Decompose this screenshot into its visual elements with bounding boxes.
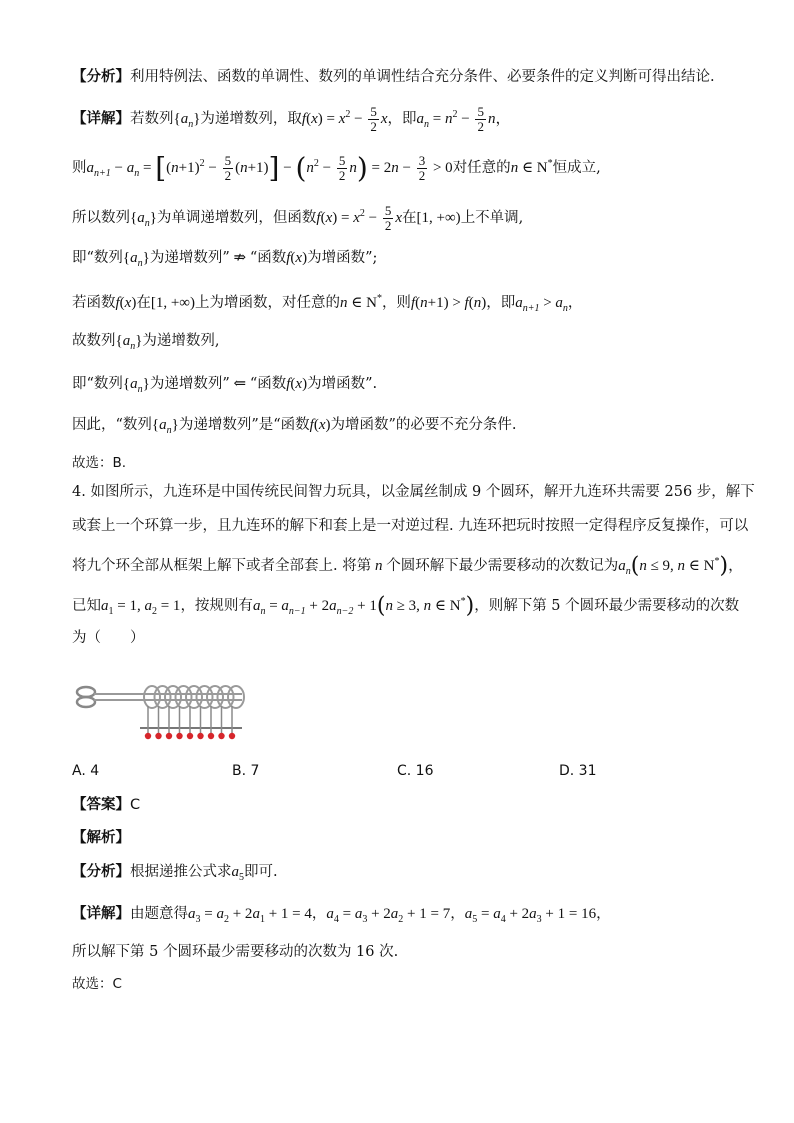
answer-value: C — [130, 797, 141, 813]
answer-tag: 【答案】 — [72, 796, 130, 813]
math: $a_n = a_{n-1} + 2a_{n-2} + 1(n \ge 3$, n ∈ N*) — [252, 593, 475, 619]
text: 若数列 — [130, 111, 174, 127]
choice-c[interactable]: C. 16 — [397, 763, 434, 779]
text: 恒成立, — [552, 160, 601, 176]
text: ， — [450, 906, 465, 922]
math: n — [371, 558, 387, 574]
q4-analysis-line — [72, 861, 732, 889]
math: x — [380, 111, 388, 127]
math: $a_5$ — [231, 864, 244, 883]
math: $\{a_n\}$ — [122, 376, 150, 395]
math: f(x) — [286, 250, 308, 266]
text: 将九个环全部从框架上解下或者全部套上. 将第 — [72, 558, 372, 574]
detail-line-8 — [72, 414, 732, 442]
analysis-text: 利用特例法、函数的单调性、数列的单调性结合充分条件、必要条件的定义判断可得出结论. — [130, 69, 715, 85]
text: 则 — [72, 160, 87, 176]
choice-b[interactable]: B. 7 — [232, 763, 260, 779]
text: 根据递推公式求 — [130, 864, 232, 880]
red-bead — [197, 733, 203, 739]
math: $a_n(n \le 9$, n ∈ N*)， — [618, 553, 744, 579]
fraction: $\frac{5}{2}$ — [338, 152, 346, 183]
q4-line-2: 或套上一个环算一步，且九连环的解下和套上是一对逆过程. 九连环把玩时按照一定得程序反复操作，可以 — [72, 518, 749, 534]
math: n ∈ N* — [340, 293, 382, 311]
math: $f(x) = x^2$ − — [301, 109, 367, 127]
math: n — [487, 111, 496, 127]
text: 即“数列 — [72, 376, 123, 392]
ring — [228, 686, 244, 708]
text: 为递增数列” — [149, 376, 230, 392]
text: “函数 — [249, 376, 287, 392]
q4-line-1: 4. 如图所示，九连环是中国传统民间智力玩具，以金属丝制成 9 个圆环，解开九连环共需要 256 步，解下 — [72, 484, 755, 500]
text: 为增函数”; — [307, 250, 378, 266]
text: ， — [311, 906, 327, 922]
q4-detail-line — [72, 903, 732, 931]
detail-line-2 — [72, 153, 732, 185]
math: $a_1 = 1$, $a_2 = 1$ — [101, 598, 181, 617]
math: > 0 — [429, 160, 453, 176]
not-implies-symbol: ⇏ — [229, 250, 250, 266]
text: ，即 — [486, 295, 516, 311]
text: 为递增数列” — [149, 250, 230, 266]
text: 即可. — [244, 864, 278, 880]
text: 为单调递增数列，但函数 — [156, 210, 317, 226]
math: $f(x) = x^2$ − — [316, 208, 381, 226]
text: 在 — [136, 295, 151, 311]
math: n ∈ N* — [510, 158, 553, 176]
text: 上为增函数，对任意的 — [195, 295, 340, 311]
text: ， — [596, 906, 611, 922]
choice-a[interactable]: A. 4 — [72, 763, 100, 779]
handle-loop-bottom — [77, 697, 95, 707]
text: ， — [567, 295, 583, 311]
text: 上不单调, — [460, 210, 524, 226]
fraction: $\frac{5}{2}$ — [370, 103, 377, 134]
math: $\{a_n\}$ — [151, 417, 179, 436]
math: $a_4 = a_3 + 2a_2 + 1 = 7$ — [326, 906, 451, 925]
detail-line-3 — [72, 203, 732, 235]
math: n) = 2n − — [349, 151, 415, 185]
text: ，即 — [387, 111, 417, 127]
text: 为递增数列”是“函数 — [178, 417, 310, 433]
text: 个圆环解下最少需要移动的次数记为 — [386, 558, 619, 574]
text: 为增函数”的必要不充分条件. — [330, 417, 517, 433]
fraction: $\frac{5}{2}$ — [224, 152, 232, 183]
text: 若函数 — [72, 295, 116, 311]
red-bead — [187, 733, 193, 739]
math: $\{a_n\}$ — [130, 210, 157, 229]
text: ，则 — [381, 295, 411, 311]
q4-line-5: 为（ ） — [72, 630, 145, 646]
text: 在 — [402, 210, 417, 226]
math: $\{a_n\}$ — [122, 250, 150, 269]
red-bead — [145, 733, 151, 739]
fraction: $\frac{5}{2}$ — [384, 202, 392, 233]
math: [1, +∞) — [150, 295, 195, 311]
analysis-line — [72, 66, 732, 88]
q4-final-answer: 故选：C — [72, 976, 122, 992]
text: 因此，“数列 — [72, 417, 152, 433]
implied-by-symbol: ⇐ — [229, 376, 250, 392]
text: 对任意的 — [452, 160, 511, 176]
math: ， — [495, 111, 511, 127]
q4-analysis-tag: 【分析】 — [72, 863, 130, 880]
explanation-tag-line — [72, 827, 732, 849]
q4-detail-tag: 【详解】 — [72, 905, 130, 922]
math: $a_5 = a_4 + 2a_3 + 1 = 16$ — [464, 906, 597, 925]
red-bead — [218, 733, 224, 739]
red-bead — [166, 733, 172, 739]
previous-answer: 故选：B. — [72, 455, 127, 471]
detail-tag: 【详解】 — [72, 110, 130, 127]
q4-conclusion: 所以解下第 5 个圆环最少需要移动的次数为 16 次. — [72, 944, 399, 960]
text: 即“数列 — [72, 250, 123, 266]
text: ，按规则有 — [180, 598, 253, 614]
math: $\{a_n\}$ — [115, 333, 143, 352]
math: [1, +∞) — [416, 210, 461, 226]
red-bead — [208, 733, 214, 739]
text: 故数列 — [72, 333, 116, 349]
text: 所以数列 — [72, 210, 130, 226]
math: $a_3 = a_2 + 2a_1 + 1 = 4$ — [188, 906, 312, 925]
math: $a_n = n^2$ − — [416, 109, 474, 130]
detail-line-1 — [72, 104, 732, 136]
analysis-tag: 【分析】 — [72, 68, 130, 85]
q4-line-4 — [72, 591, 740, 623]
red-bead — [155, 733, 161, 739]
detail-line-6 — [72, 330, 732, 358]
text: 为增函数”. — [307, 376, 378, 392]
math: $a_{n+1} - a_n = [(n+1)^2$ − — [86, 151, 221, 185]
fraction: $\frac{5}{2}$ — [477, 103, 484, 134]
math: f(x) — [115, 295, 137, 311]
text: 为递增数列，取 — [200, 111, 302, 127]
detail-line-5 — [72, 288, 732, 320]
text: ，则解下第 5 个圆环最少需要移动的次数 — [474, 598, 740, 614]
text: “函数 — [249, 250, 287, 266]
math: f(x) — [286, 376, 308, 392]
nine-linked-rings-figure — [72, 676, 252, 746]
handle-loop-top — [77, 687, 95, 697]
math: f(x) — [309, 417, 331, 433]
math: $\{a_n\}$ — [173, 111, 201, 130]
text: 已知 — [72, 598, 101, 614]
red-bead — [176, 733, 182, 739]
fraction: $\frac{3}{2}$ — [418, 152, 426, 183]
text: 为递增数列, — [142, 333, 220, 349]
detail-line-7 — [72, 373, 732, 401]
math: f(n+1) > f(n) — [410, 295, 487, 311]
text: 由题意得 — [130, 906, 188, 922]
q4-line-3 — [72, 551, 744, 583]
math: x — [395, 210, 403, 226]
choice-d[interactable]: D. 31 — [559, 763, 597, 779]
detail-line-4 — [72, 247, 732, 275]
math: $a_{n+1} > a_n$ — [515, 295, 568, 314]
red-bead — [229, 733, 235, 739]
answer-line — [72, 794, 732, 816]
math: $(n+1)] - (n^2$ − — [235, 151, 335, 185]
explanation-tag: 【解析】 — [72, 829, 130, 846]
